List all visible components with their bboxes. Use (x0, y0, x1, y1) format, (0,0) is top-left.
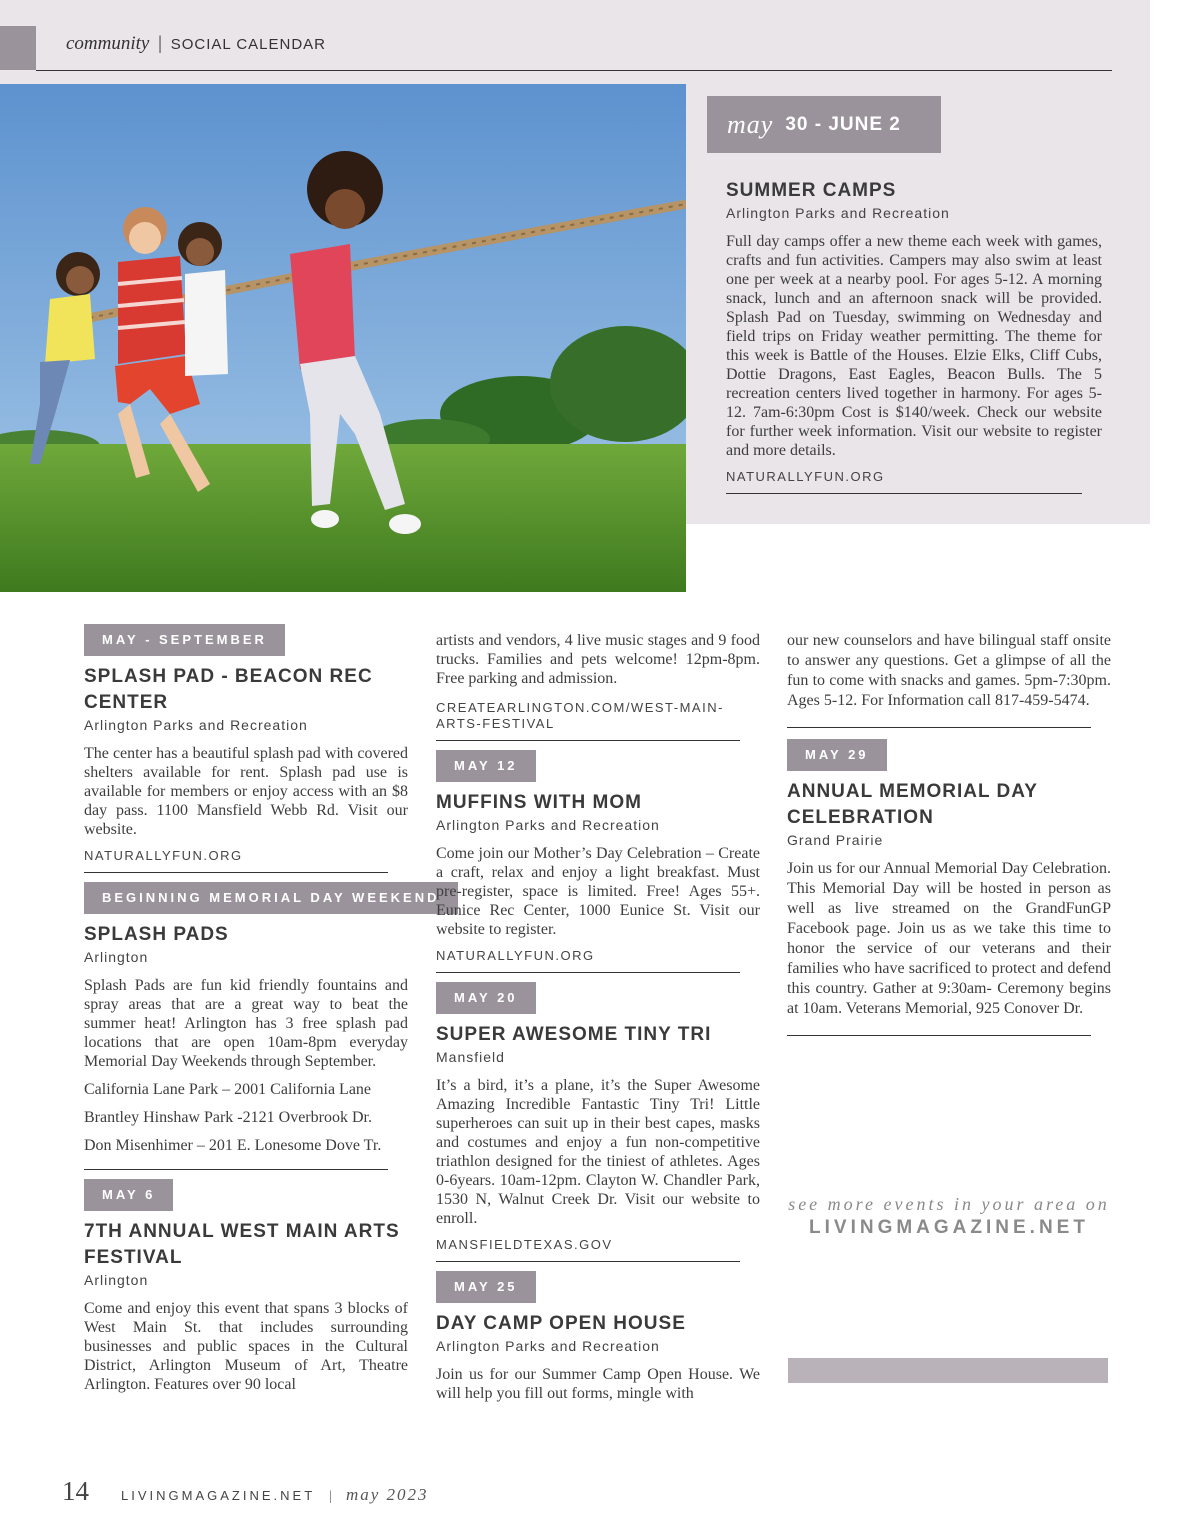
event-organizer: Arlington Parks and Recreation (84, 717, 308, 733)
see-more-text: see more events in your area on (788, 1194, 1110, 1214)
event-organizer: Arlington Parks and Recreation (436, 1338, 660, 1354)
section-tab-marker (0, 26, 36, 70)
kids-tug-of-war-photo (0, 84, 686, 592)
event-organizer: Arlington (84, 1272, 149, 1288)
divider-rule (436, 740, 740, 741)
event-organizer: Arlington Parks and Recreation (726, 205, 950, 221)
event-title: SUPER AWESOME TINY TRI (436, 1024, 712, 1045)
event-description: Come join our Mother’s Day Celebration – Create a craft, relax and enjoy a light breakfast. Must pre-register, space is limited. Free! Ages 55+. Eunice Rec Center, 1000 Eunice St. Visit our website to register. (436, 845, 760, 938)
event-title: DAY CAMP OPEN HOUSE (436, 1313, 686, 1334)
event-website-link[interactable]: NATURALLYFUN.ORG (726, 469, 885, 484)
event-description: Full day camps offer a new theme each week with games, crafts and fun activities. Campers may also swim at least one per week at a nearby pool. For ages 5-12. A morning snack, lunch and an afternoon snack will be provided. Splash Pad on Tuesday, swimming on Wednesday and field trips on Friday weather permitting. The theme for this week is Battle of the Houses. Elzie Elks, Cliff Cubs, Dottie Dragons, East Eagles, Beacon Bulls. The 5 recreation centers lived together in harmony. For ages 5-12. 7am-6:30pm Cost is $140/week. Check our website for further week information. Visit our website to register and more details. (726, 233, 1102, 459)
event-splash-pad-beacon (84, 624, 408, 873)
events-column-2 (436, 631, 760, 1403)
event-organizer: Mansfield (436, 1049, 505, 1065)
footer-issue-date: may 2023 (345, 1485, 429, 1504)
location-line: Don Misenhimer – 201 E. Lonesome Dove Tr. (84, 1137, 382, 1154)
event-title: 7TH ANNUAL WEST MAIN ARTS FESTIVAL (84, 1221, 400, 1268)
decorative-gray-bar (788, 1358, 1108, 1383)
event-title: SPLASH PADS (84, 924, 229, 945)
event-title: ANNUAL MEMORIAL DAY CELEBRATION (787, 781, 1038, 828)
event-description: Join us for our Annual Memorial Day Celebration. This Memorial Day will be hosted in person as well as live streamed on the GrandFunGP Facebook page. Join us as we take this time to honor the service of our veterans and their families who have sacrificed to protect and defend this country. Gather at 9:30am- Ceremony begins at 10am. Veterans Memorial, 925 Conover Dr. (787, 860, 1111, 1017)
event-description: The center has a beautiful splash pad with covered shelters available for rent. Splash pad use is available for members or enjoy access with an $8 day pass. 1100 Mansfield Webb Rd. Visit our website. (84, 745, 408, 838)
event-description: Join us for our Summer Camp Open House. We will help you fill out forms, mingle with (436, 1366, 760, 1402)
divider-rule (84, 872, 388, 873)
event-date-badge: MAY 6 (84, 1179, 173, 1211)
header-divider: | (158, 33, 162, 54)
divider-rule (726, 493, 1082, 494)
event-description: Come and enjoy this event that spans 3 blocks of West Main St. that includes surrounding businesses and public spaces in the Cultural District, Arlington Museum of Art, Theatre Arlington. Features over 90 local (84, 1300, 408, 1393)
event-continued-arts-festival (436, 631, 760, 741)
event-muffins-with-mom (436, 750, 760, 973)
event-title: SUMMER CAMPS (726, 180, 897, 201)
location-line: Brantley Hinshaw Park -2121 Overbrook Dr. (84, 1109, 372, 1126)
event-date-badge: MAY 25 (436, 1271, 536, 1303)
event-super-awesome-tiny-tri (436, 982, 760, 1262)
event-date-badge: MAY - SEPTEMBER (84, 624, 285, 656)
event-website-link[interactable]: CREATEARLINGTON.COM/WEST-MAIN-ARTS-FESTIVAL (436, 700, 724, 731)
footer-divider: | (329, 1489, 332, 1504)
event-memorial-day-celebration (787, 739, 1111, 1036)
event-splash-pads (84, 882, 440, 1170)
event-date-badge: MAY 20 (436, 982, 536, 1014)
section-label: SOCIAL CALENDAR (170, 36, 327, 53)
event-organizer: Grand Prairie (787, 832, 884, 848)
event-date-badge: MAY 12 (436, 750, 536, 782)
event-description: Splash Pads are fun kid friendly fountains and spray areas that are a great way to beat the summer heat! Arlington has 3 free splash pad locations that are open 10am-8pm everyday Memorial Day Weekends through September. (84, 977, 408, 1070)
section-header (66, 33, 326, 55)
event-description-continued: our new counselors and have bilingual staff onsite to answer any questions. Get a glimpse of all the fun to come with snacks and games. 5pm-7:30pm. Ages 5-12. For Information call 817-459-5474. (787, 632, 1111, 709)
event-website-link[interactable]: MANSFIELDTEXAS.GOV (436, 1237, 613, 1252)
event-title: MUFFINS WITH MOM (436, 792, 642, 813)
feature-date-range: 30 - JUNE 2 (785, 113, 901, 135)
footer-website: LIVINGMAGAZINE.NET (121, 1488, 316, 1503)
events-column-1 (84, 624, 440, 1394)
event-description-continued: artists and vendors, 4 live music stages and 9 food trucks. Families and pets welcome! 12pm-8pm. Free parking and admission. (436, 632, 760, 687)
event-organizer: Arlington (84, 949, 149, 965)
feature-date-month: may (727, 109, 774, 139)
feature-date-tag (707, 96, 941, 153)
event-west-main-arts-festival (84, 1179, 408, 1394)
event-date-badge: MAY 29 (787, 739, 887, 771)
see-more-events-callout (787, 1192, 1111, 1240)
event-website-link[interactable]: NATURALLYFUN.ORG (436, 948, 595, 963)
events-column-3 (787, 631, 1111, 1045)
event-website-link[interactable]: NATURALLYFUN.ORG (84, 848, 243, 863)
divider-rule (436, 972, 740, 973)
divider-rule (787, 1035, 1091, 1036)
divider-rule (436, 1261, 740, 1262)
section-name: community (66, 33, 150, 54)
event-continued-day-camp (787, 631, 1111, 728)
see-more-website-link[interactable]: LIVINGMAGAZINE.NET (809, 1217, 1089, 1238)
divider-rule (84, 1169, 388, 1170)
page-footer (62, 1476, 429, 1507)
header-rule (36, 70, 1112, 71)
event-organizer: Arlington Parks and Recreation (436, 817, 660, 833)
feature-event-summer-camps (726, 178, 1102, 503)
event-date-badge: BEGINNING MEMORIAL DAY WEEKEND (84, 882, 458, 914)
location-line: California Lane Park – 2001 California Lane (84, 1081, 372, 1098)
event-title: SPLASH PAD - BEACON REC CENTER (84, 666, 373, 713)
event-day-camp-open-house (436, 1271, 760, 1403)
divider-rule (787, 727, 1091, 728)
page-number: 14 (62, 1476, 89, 1506)
event-description: It’s a bird, it’s a plane, it’s the Super Awesome Amazing Incredible Fantastic Tiny Tri! Little superheroes can suit up in their best capes, masks and costumes and enjoy a fun non-competitive triathlon designed for the tiniest of athletes. Ages 0-6years. 10am-12pm. Clayton W. Chandler Park, 1530 N, Walnut Creek Dr. Visit our website to enroll. (436, 1077, 760, 1227)
